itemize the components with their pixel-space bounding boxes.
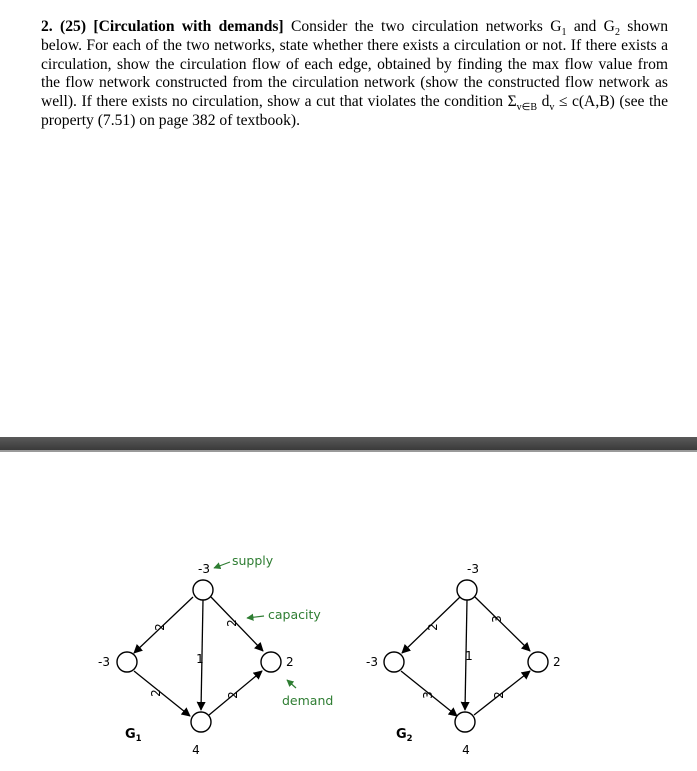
g1-edge-left-bottom-capacity: 2: [149, 689, 163, 697]
graph-g1: [98, 553, 333, 757]
problem-sentence-3b: ≤ c(A,B) (see the property (7.51) on page 382 of textbook).: [41, 93, 668, 129]
demand-annotation: demand: [282, 693, 334, 708]
capacity-pointer-arrow: [247, 616, 264, 618]
g2-label: [396, 727, 413, 744]
g1-edge-top-bottom-capacity: 1: [196, 652, 204, 666]
g1-subscript: 1: [561, 27, 567, 39]
g2-node-right: [528, 652, 548, 672]
g1-top-demand: -3: [198, 562, 210, 576]
g1-node-right: [261, 652, 281, 672]
g2-right-demand: 2: [553, 655, 561, 669]
g1-right-demand: 2: [286, 655, 294, 669]
g1-left-demand: -3: [98, 655, 110, 669]
g2-subscript: 2: [614, 27, 620, 39]
g1-label-subscript: 1: [135, 734, 142, 744]
g1-bottom-demand: 4: [192, 743, 200, 757]
g1-edge-top-left-capacity: 2: [153, 623, 167, 631]
g2-top-demand: -3: [467, 562, 479, 576]
g1-label-main: G: [125, 727, 136, 742]
g2-edge-top-right: [475, 597, 530, 651]
g2-node-bottom: [455, 712, 475, 732]
g2-node-top: [457, 580, 477, 600]
problem-points: (25): [60, 18, 87, 35]
g2-edge-top-left-capacity: 2: [426, 623, 440, 631]
g2-bottom-demand: 4: [462, 743, 470, 757]
problem-sentence-2: For each of the two networks, state whether there exists a circulation or not. If there exists a circulation, show the circulation flow of each edge, obtained by finding the max flow value from the flow network constructed from the circulation network (show the constructed flow network as well). If there exists no circulation, show a cut that violates the condition Σ: [41, 36, 668, 111]
g2-edge-left-bottom-capacity: 3: [421, 691, 435, 699]
g2-left-demand: -3: [366, 655, 378, 669]
g1-edge-top-right-capacity: 2: [225, 619, 239, 627]
g2-edge-top-bottom-capacity: 1: [465, 649, 473, 663]
demand-pointer-arrow: [287, 680, 296, 688]
g2-label-subscript: 2: [406, 734, 413, 744]
g1-node-top: [193, 580, 213, 600]
g1-node-bottom: [191, 712, 211, 732]
g2-node-left: [384, 652, 404, 672]
g1-edge-bottom-right-capacity: 2: [226, 691, 240, 699]
problem-text: [41, 18, 668, 131]
separator-bar: [0, 437, 697, 450]
problem-sentence-1c: shown below.: [41, 18, 669, 54]
g2-edge-bottom-right-capacity: 2: [492, 691, 506, 699]
problem-sentence-3a: d: [541, 93, 550, 111]
problem-number: 2.: [41, 18, 53, 35]
d-subscript: v: [549, 102, 555, 114]
g1-node-left: [117, 652, 137, 672]
graph-g2: [366, 562, 561, 757]
supply-pointer-arrow: [214, 562, 230, 568]
g2-edge-top-right-capacity: 3: [490, 615, 504, 623]
supply-annotation: supply: [232, 553, 274, 568]
circulation-diagrams: [0, 452, 697, 771]
sum-subscript: v∈B: [516, 102, 538, 114]
g1-label: [125, 727, 142, 744]
problem-title: [Circulation with demands]: [93, 18, 284, 35]
problem-sentence-1b: and G: [573, 18, 615, 35]
problem-sentence-1a: Consider the two circulation networks G: [290, 18, 562, 35]
g2-label-main: G: [396, 727, 407, 742]
capacity-annotation: capacity: [268, 607, 321, 622]
